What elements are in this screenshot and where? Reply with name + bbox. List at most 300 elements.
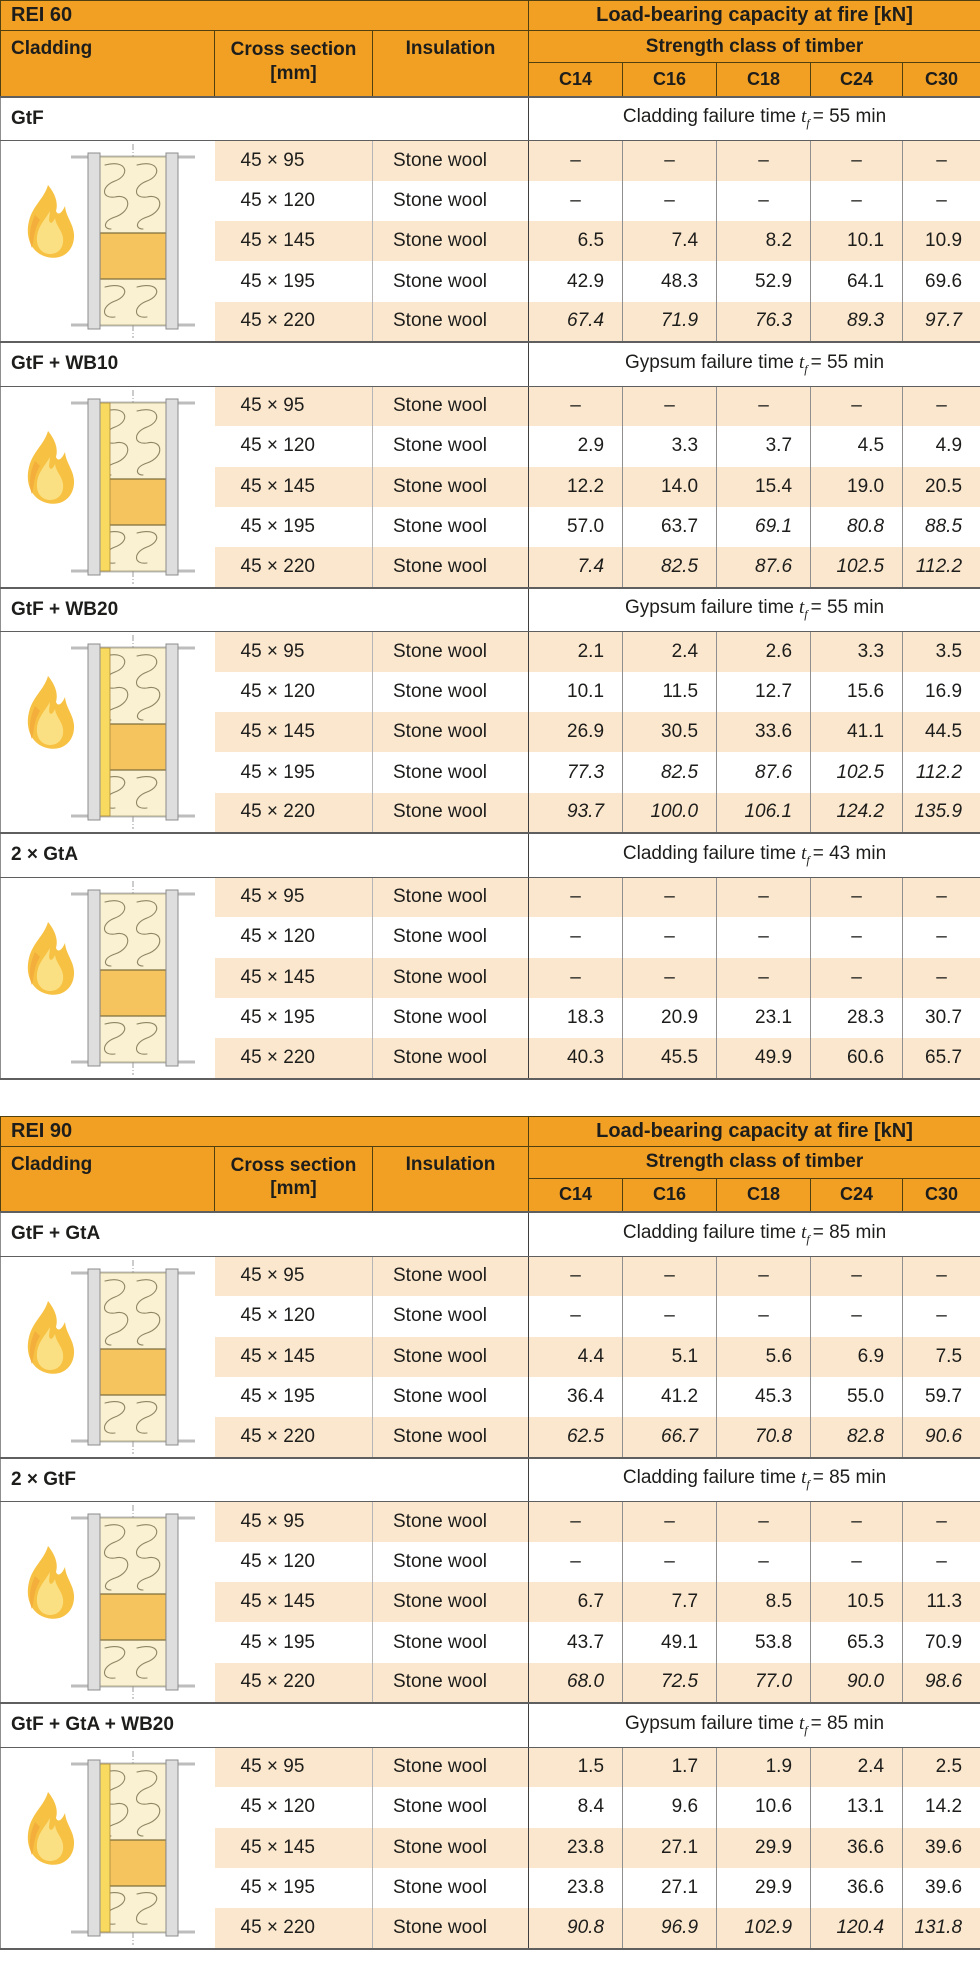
timber-stud: [100, 970, 166, 1016]
value-C14: 23.8: [529, 1828, 623, 1868]
value-C14: 57.0: [529, 507, 623, 547]
failure-time-value: = 85 min: [812, 1221, 887, 1243]
wall-section: [71, 144, 195, 338]
value-C14: –: [529, 181, 623, 221]
value-C16: 7.7: [623, 1582, 717, 1622]
failure-time-prefix: Gypsum failure time: [625, 351, 794, 373]
value-C30: –: [903, 386, 980, 426]
value-C30: 2.5: [903, 1747, 980, 1787]
main-header-row: [1, 1, 980, 31]
insulation-cell: Stone wool: [373, 1908, 529, 1948]
cross-section-cell: 45 × 195: [215, 998, 373, 1038]
cross-section-cell: 45 × 145: [215, 1582, 373, 1622]
value-C14: 23.8: [529, 1868, 623, 1908]
value-C30: 16.9: [903, 672, 980, 712]
value-C24: 4.5: [811, 426, 903, 466]
class-header-C14: C14: [529, 1178, 623, 1212]
value-C24: 19.0: [811, 467, 903, 507]
value-C24: 41.1: [811, 712, 903, 752]
cladding-board-right: [166, 399, 178, 575]
cross-section-cell: 45 × 145: [215, 958, 373, 998]
capacity-table: [0, 1116, 980, 1950]
section-header-row: [1, 1703, 980, 1747]
cross-section-cell: 45 × 145: [215, 712, 373, 752]
class-header-C30: C30: [903, 63, 980, 97]
value-C30: 4.9: [903, 426, 980, 466]
col-header-cross-section: Cross section [mm]: [215, 31, 373, 97]
failure-time-symbol: $t_f$: [801, 106, 810, 131]
wall-cross-section-illustration: [1, 1502, 215, 1702]
value-C18: 33.6: [717, 712, 811, 752]
failure-time-value: = 55 min: [810, 351, 885, 373]
value-C24: 55.0: [811, 1377, 903, 1417]
flame-icon: [28, 431, 74, 504]
cladding-board-left: [88, 399, 100, 575]
cladding-illustration-cell: [1, 877, 215, 1079]
insulation-cell: Stone wool: [373, 1038, 529, 1078]
value-C16: –: [623, 1542, 717, 1582]
cross-section-cell: 45 × 95: [215, 1256, 373, 1296]
value-C30: 14.2: [903, 1787, 980, 1827]
insulation-cell: Stone wool: [373, 712, 529, 752]
value-C18: 69.1: [717, 507, 811, 547]
table-title: REI 60: [1, 1, 529, 31]
cladding-illustration-cell: [1, 386, 215, 588]
flame-icon: [28, 922, 74, 995]
value-C24: 3.3: [811, 632, 903, 672]
cross-section-cell: 45 × 120: [215, 1296, 373, 1336]
insulation-cell: Stone wool: [373, 793, 529, 833]
value-C24: 102.5: [811, 547, 903, 587]
wall-section: [71, 390, 195, 584]
insulation-cell: Stone wool: [373, 1296, 529, 1336]
cladding-board-left: [88, 153, 100, 329]
insulation-cell: Stone wool: [373, 1542, 529, 1582]
col-header-insulation: Insulation: [373, 1146, 529, 1212]
cladding-board-left: [88, 1514, 100, 1690]
gypsum-layer: [100, 403, 110, 571]
value-C18: 23.1: [717, 998, 811, 1038]
failure-time: [529, 1703, 980, 1747]
value-C30: 10.9: [903, 221, 980, 261]
value-C14: 40.3: [529, 1038, 623, 1078]
wall-cross-section-illustration: [1, 141, 215, 341]
insulation-cell: Stone wool: [373, 261, 529, 301]
failure-time-value: = 55 min: [810, 597, 885, 619]
wall-section: [71, 1751, 195, 1945]
value-C24: 36.6: [811, 1828, 903, 1868]
failure-time: [529, 342, 980, 386]
value-C16: 49.1: [623, 1622, 717, 1662]
value-C14: 10.1: [529, 672, 623, 712]
class-header-C16: C16: [623, 63, 717, 97]
cross-section-cell: 45 × 220: [215, 1663, 373, 1703]
value-C16: –: [623, 958, 717, 998]
value-C18: 5.6: [717, 1337, 811, 1377]
failure-time-symbol: $t_f$: [798, 1712, 808, 1737]
value-C14: –: [529, 917, 623, 957]
cladding-board-right: [166, 890, 178, 1066]
value-C14: 42.9: [529, 261, 623, 301]
value-C16: 27.1: [623, 1828, 717, 1868]
value-C16: 45.5: [623, 1038, 717, 1078]
insulation-cell: Stone wool: [373, 1502, 529, 1542]
value-C18: 29.9: [717, 1868, 811, 1908]
value-C18: 53.8: [717, 1622, 811, 1662]
value-C14: 12.2: [529, 467, 623, 507]
value-C14: 26.9: [529, 712, 623, 752]
insulation-cell: Stone wool: [373, 877, 529, 917]
value-C24: –: [811, 958, 903, 998]
value-C14: –: [529, 1296, 623, 1336]
value-C24: 89.3: [811, 302, 903, 342]
value-C30: 70.9: [903, 1622, 980, 1662]
value-C18: –: [717, 181, 811, 221]
col-header-strength-class: Strength class of timber: [529, 1146, 980, 1178]
section-header-row: [1, 342, 980, 386]
failure-time-symbol: $t_f$: [801, 1467, 810, 1492]
insulation-cell: Stone wool: [373, 1663, 529, 1703]
failure-time-value: = 85 min: [810, 1712, 885, 1734]
value-C24: 28.3: [811, 998, 903, 1038]
value-C16: –: [623, 1502, 717, 1542]
value-C30: 20.5: [903, 467, 980, 507]
value-C16: 11.5: [623, 672, 717, 712]
timber-stud: [100, 233, 166, 279]
value-C30: 88.5: [903, 507, 980, 547]
cladding-board-right: [166, 153, 178, 329]
value-C24: 36.6: [811, 1868, 903, 1908]
failure-time-prefix: Cladding failure time: [622, 842, 797, 864]
insulation-cell: Stone wool: [373, 386, 529, 426]
value-C30: 65.7: [903, 1038, 980, 1078]
value-C30: 112.2: [903, 752, 980, 792]
timber-stud: [100, 1594, 166, 1640]
cladding-illustration-cell: [1, 632, 215, 834]
value-C16: –: [623, 917, 717, 957]
insulation-cell: Stone wool: [373, 752, 529, 792]
value-C14: –: [529, 1256, 623, 1296]
value-C18: 70.8: [717, 1417, 811, 1457]
insulation-cell: Stone wool: [373, 1828, 529, 1868]
insulation-cell: Stone wool: [373, 917, 529, 957]
cladding-illustration-cell: [1, 1256, 215, 1458]
cross-section-cell: 45 × 95: [215, 386, 373, 426]
value-C18: –: [717, 877, 811, 917]
flame-icon: [28, 1792, 74, 1865]
cladding-board-right: [166, 644, 178, 820]
cross-section-cell: 45 × 95: [215, 1502, 373, 1542]
value-C18: 10.6: [717, 1787, 811, 1827]
value-C16: 72.5: [623, 1663, 717, 1703]
value-C14: 43.7: [529, 1622, 623, 1662]
wall-section: [71, 1505, 195, 1699]
value-C30: 112.2: [903, 547, 980, 587]
value-C24: 120.4: [811, 1908, 903, 1948]
cladding-board-left: [88, 644, 100, 820]
table-row: [1, 141, 980, 181]
value-C24: 90.0: [811, 1663, 903, 1703]
insulation-cell: Stone wool: [373, 467, 529, 507]
gypsum-layer: [100, 648, 110, 816]
value-C24: –: [811, 386, 903, 426]
value-C14: 67.4: [529, 302, 623, 342]
value-C24: 10.1: [811, 221, 903, 261]
value-C16: 27.1: [623, 1868, 717, 1908]
value-C18: 87.6: [717, 752, 811, 792]
value-C16: 48.3: [623, 261, 717, 301]
column-header-row: [1, 1146, 980, 1178]
value-C16: 20.9: [623, 998, 717, 1038]
cross-section-cell: 45 × 95: [215, 877, 373, 917]
main-header-row: [1, 1116, 980, 1146]
insulation-cell: Stone wool: [373, 1787, 529, 1827]
cross-section-cell: 45 × 95: [215, 632, 373, 672]
wall-cross-section-illustration: [1, 632, 215, 832]
cladding-board-left: [88, 1269, 100, 1445]
cross-section-cell: 45 × 195: [215, 752, 373, 792]
cladding-board-right: [166, 1514, 178, 1690]
failure-time-prefix: Cladding failure time: [622, 1221, 797, 1243]
value-C16: –: [623, 141, 717, 181]
col-header-cladding: Cladding: [1, 1146, 215, 1212]
insulation-cell: Stone wool: [373, 1417, 529, 1457]
failure-time: [529, 588, 980, 632]
class-header-C30: C30: [903, 1178, 980, 1212]
value-C30: –: [903, 958, 980, 998]
value-C14: –: [529, 386, 623, 426]
value-C18: –: [717, 1502, 811, 1542]
insulation-cell: Stone wool: [373, 547, 529, 587]
value-C16: –: [623, 1296, 717, 1336]
value-C14: 2.9: [529, 426, 623, 466]
gypsum-layer: [100, 1764, 110, 1932]
cladding-board-left: [88, 1760, 100, 1936]
failure-time-symbol: $t_f$: [798, 351, 808, 376]
value-C16: 5.1: [623, 1337, 717, 1377]
value-C30: 97.7: [903, 302, 980, 342]
section-header-row: [1, 1458, 980, 1502]
insulation-cell: Stone wool: [373, 1256, 529, 1296]
section-name: 2 × GtA: [1, 833, 529, 877]
failure-time-value: = 43 min: [812, 842, 887, 864]
value-C18: –: [717, 917, 811, 957]
failure-time: [529, 1212, 980, 1256]
failure-time-prefix: Cladding failure time: [622, 106, 797, 128]
value-C18: 106.1: [717, 793, 811, 833]
value-C16: –: [623, 877, 717, 917]
value-C30: 59.7: [903, 1377, 980, 1417]
value-C18: –: [717, 386, 811, 426]
cross-section-cell: 45 × 145: [215, 1337, 373, 1377]
insulation-cell: Stone wool: [373, 632, 529, 672]
cladding-board-left: [88, 890, 100, 1066]
value-C30: 39.6: [903, 1868, 980, 1908]
value-C24: –: [811, 877, 903, 917]
failure-time-value: = 55 min: [812, 106, 887, 128]
value-C16: 100.0: [623, 793, 717, 833]
value-C18: 77.0: [717, 1663, 811, 1703]
table-row: [1, 1256, 980, 1296]
section-header-row: [1, 833, 980, 877]
capacity-header: Load-bearing capacity at fire [kN]: [529, 1116, 980, 1146]
wall-section: [71, 635, 195, 829]
value-C16: 71.9: [623, 302, 717, 342]
cladding-illustration-cell: [1, 1747, 215, 1949]
value-C24: 64.1: [811, 261, 903, 301]
value-C14: 77.3: [529, 752, 623, 792]
value-C30: 131.8: [903, 1908, 980, 1948]
section-name: GtF: [1, 97, 529, 141]
value-C14: –: [529, 141, 623, 181]
insulation-cell: Stone wool: [373, 1868, 529, 1908]
insulation-cell: Stone wool: [373, 672, 529, 712]
cladding-board-right: [166, 1760, 178, 1936]
value-C24: 82.8: [811, 1417, 903, 1457]
value-C18: 49.9: [717, 1038, 811, 1078]
cladding-board-right: [166, 1269, 178, 1445]
value-C18: –: [717, 1542, 811, 1582]
class-header-C24: C24: [811, 1178, 903, 1212]
value-C14: 6.7: [529, 1582, 623, 1622]
value-C16: 2.4: [623, 632, 717, 672]
cross-section-cell: 45 × 195: [215, 1622, 373, 1662]
value-C16: –: [623, 1256, 717, 1296]
wall-cross-section-illustration: [1, 1257, 215, 1457]
failure-time: [529, 97, 980, 141]
value-C24: 65.3: [811, 1622, 903, 1662]
section-name: GtF + WB10: [1, 342, 529, 386]
wall-cross-section-illustration: [1, 387, 215, 587]
cross-section-cell: 45 × 195: [215, 1868, 373, 1908]
value-C16: 63.7: [623, 507, 717, 547]
insulation-cell: Stone wool: [373, 221, 529, 261]
cross-section-cell: 45 × 195: [215, 507, 373, 547]
value-C14: –: [529, 877, 623, 917]
value-C18: 2.6: [717, 632, 811, 672]
failure-time-value: = 85 min: [812, 1467, 887, 1489]
table-title: REI 90: [1, 1116, 529, 1146]
value-C18: –: [717, 958, 811, 998]
value-C14: 90.8: [529, 1908, 623, 1948]
value-C14: 68.0: [529, 1663, 623, 1703]
value-C18: 1.9: [717, 1747, 811, 1787]
value-C14: 6.5: [529, 221, 623, 261]
value-C16: 14.0: [623, 467, 717, 507]
failure-time-prefix: Gypsum failure time: [625, 1712, 794, 1734]
value-C18: 12.7: [717, 672, 811, 712]
cladding-illustration-cell: [1, 1502, 215, 1704]
value-C30: 11.3: [903, 1582, 980, 1622]
cross-section-cell: 45 × 195: [215, 1377, 373, 1417]
value-C24: –: [811, 1256, 903, 1296]
value-C30: 135.9: [903, 793, 980, 833]
table-row: [1, 632, 980, 672]
wall-section: [71, 1260, 195, 1454]
value-C14: 36.4: [529, 1377, 623, 1417]
value-C14: 18.3: [529, 998, 623, 1038]
capacity-header: Load-bearing capacity at fire [kN]: [529, 1, 980, 31]
section-header-row: [1, 588, 980, 632]
value-C30: 69.6: [903, 261, 980, 301]
value-C16: 41.2: [623, 1377, 717, 1417]
value-C30: 39.6: [903, 1828, 980, 1868]
value-C16: 82.5: [623, 752, 717, 792]
value-C24: –: [811, 1296, 903, 1336]
value-C24: 15.6: [811, 672, 903, 712]
value-C18: 8.2: [717, 221, 811, 261]
cross-section-cell: 45 × 145: [215, 467, 373, 507]
value-C14: 2.1: [529, 632, 623, 672]
value-C24: –: [811, 1502, 903, 1542]
col-header-insulation: Insulation: [373, 31, 529, 97]
failure-time: [529, 1458, 980, 1502]
flame-icon: [28, 1301, 74, 1374]
insulation-cell: Stone wool: [373, 426, 529, 466]
wall-cross-section-illustration: [1, 878, 215, 1078]
value-C30: 44.5: [903, 712, 980, 752]
cross-section-cell: 45 × 145: [215, 1828, 373, 1868]
cross-section-cell: 45 × 220: [215, 1038, 373, 1078]
table-row: [1, 877, 980, 917]
insulation-cell: Stone wool: [373, 1377, 529, 1417]
value-C24: 6.9: [811, 1337, 903, 1377]
value-C24: –: [811, 181, 903, 221]
cladding-illustration-cell: [1, 141, 215, 343]
timber-stud: [100, 1349, 166, 1395]
value-C16: 3.3: [623, 426, 717, 466]
cross-section-cell: 45 × 95: [215, 1747, 373, 1787]
cross-section-cell: 45 × 195: [215, 261, 373, 301]
value-C14: 62.5: [529, 1417, 623, 1457]
cross-section-cell: 45 × 95: [215, 141, 373, 181]
value-C14: 93.7: [529, 793, 623, 833]
insulation-cell: Stone wool: [373, 1337, 529, 1377]
value-C30: 98.6: [903, 1663, 980, 1703]
failure-time-prefix: Cladding failure time: [622, 1467, 797, 1489]
value-C18: 87.6: [717, 547, 811, 587]
insulation-cell: Stone wool: [373, 1582, 529, 1622]
value-C14: 7.4: [529, 547, 623, 587]
cross-section-cell: 45 × 220: [215, 1908, 373, 1948]
value-C24: 102.5: [811, 752, 903, 792]
value-C30: 7.5: [903, 1337, 980, 1377]
insulation-cell: Stone wool: [373, 958, 529, 998]
cross-section-cell: 45 × 220: [215, 547, 373, 587]
value-C30: –: [903, 1296, 980, 1336]
section-header-row: [1, 1212, 980, 1256]
class-header-C14: C14: [529, 63, 623, 97]
value-C24: 2.4: [811, 1747, 903, 1787]
cross-section-cell: 45 × 120: [215, 1542, 373, 1582]
class-header-C18: C18: [717, 63, 811, 97]
value-C30: –: [903, 1256, 980, 1296]
failure-time-symbol: $t_f$: [801, 842, 810, 867]
value-C30: 90.6: [903, 1417, 980, 1457]
insulation-cell: Stone wool: [373, 1622, 529, 1662]
value-C16: 96.9: [623, 1908, 717, 1948]
flame-icon: [28, 1546, 74, 1619]
value-C30: –: [903, 181, 980, 221]
cross-section-cell: 45 × 120: [215, 181, 373, 221]
wall-section: [71, 881, 195, 1075]
col-header-cladding: Cladding: [1, 31, 215, 97]
value-C14: 8.4: [529, 1787, 623, 1827]
value-C18: –: [717, 141, 811, 181]
value-C24: 10.5: [811, 1582, 903, 1622]
value-C24: 13.1: [811, 1787, 903, 1827]
value-C18: 8.5: [717, 1582, 811, 1622]
